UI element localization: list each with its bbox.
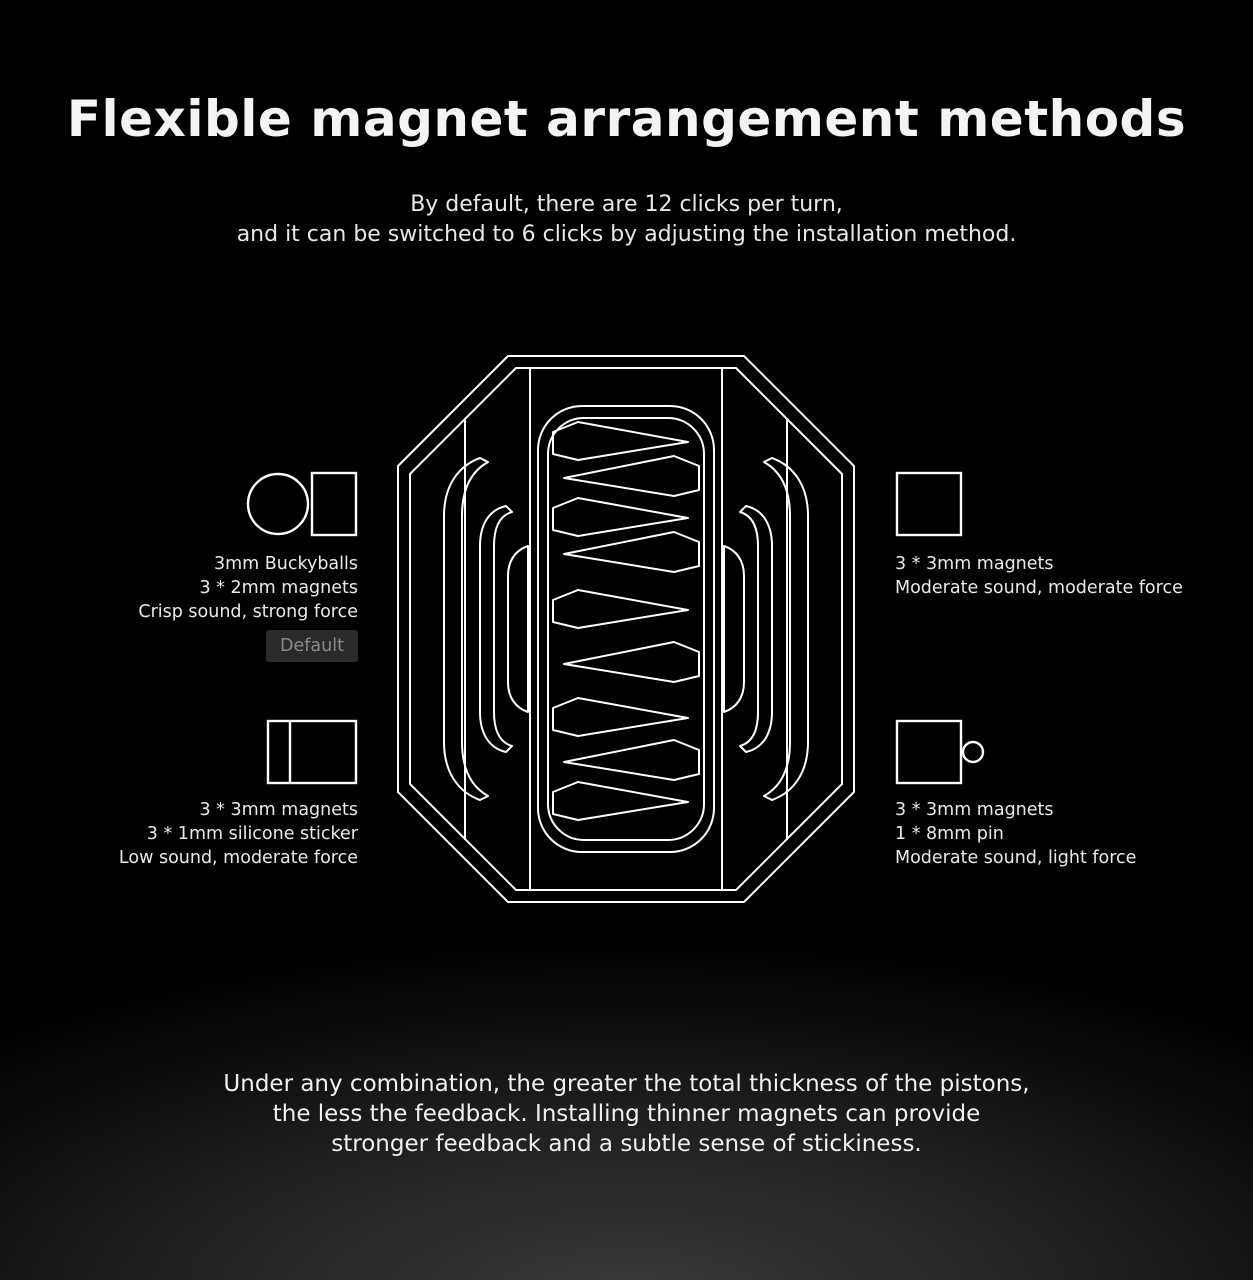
option-bottom-right-text — [895, 798, 1136, 870]
footer-line-1: Under any combination, the greater the total thickness of the pistons, — [223, 1071, 1030, 1097]
option-line: 3 * 3mm magnets — [895, 800, 1054, 820]
square-magnet-icon — [895, 471, 965, 539]
option-line: Moderate sound, light force — [895, 848, 1137, 868]
subtitle — [0, 190, 1253, 250]
piston-mechanism-diagram — [388, 346, 864, 912]
ball-and-magnet-icon — [244, 471, 360, 539]
option-bottom-left-text — [119, 798, 358, 870]
option-line: 3 * 2mm magnets — [199, 578, 358, 598]
subtitle-line-1: By default, there are 12 clicks per turn, — [410, 192, 843, 217]
left-bumper-inner — [508, 546, 528, 712]
option-top-left-text — [138, 552, 358, 624]
gear-capsule-inner — [548, 418, 704, 840]
subtitle-line-2: and it can be switched to 6 clicks by adjusting the installation method. — [236, 222, 1017, 247]
option-line: Moderate sound, moderate force — [895, 578, 1183, 598]
magnet-with-sticker-icon — [266, 719, 360, 787]
gear-teeth — [553, 422, 699, 820]
option-top-right-text — [895, 552, 1183, 600]
default-badge: Default — [266, 630, 358, 662]
right-bumper-inner — [724, 546, 744, 712]
footer-line-3: stronger feedback and a subtle sense of stickiness. — [331, 1131, 922, 1157]
option-line: Crisp sound, strong force — [138, 602, 358, 622]
gear-capsule-outer — [538, 406, 714, 852]
option-line: 3 * 3mm magnets — [199, 800, 358, 820]
housing-outer — [398, 356, 854, 902]
footer-line-2: the less the feedback. Installing thinner magnets can provide — [272, 1101, 981, 1127]
footer-description — [0, 1069, 1253, 1159]
option-line: 1 * 8mm pin — [895, 824, 1004, 844]
page-title: Flexible magnet arrangement methods — [66, 90, 1187, 148]
magnet-with-pin-icon — [895, 719, 991, 787]
option-line: Low sound, moderate force — [118, 848, 358, 868]
option-line: 3 * 1mm silicone sticker — [146, 824, 358, 844]
option-line: 3 * 3mm magnets — [895, 554, 1054, 574]
option-line: 3mm Buckyballs — [213, 554, 358, 574]
